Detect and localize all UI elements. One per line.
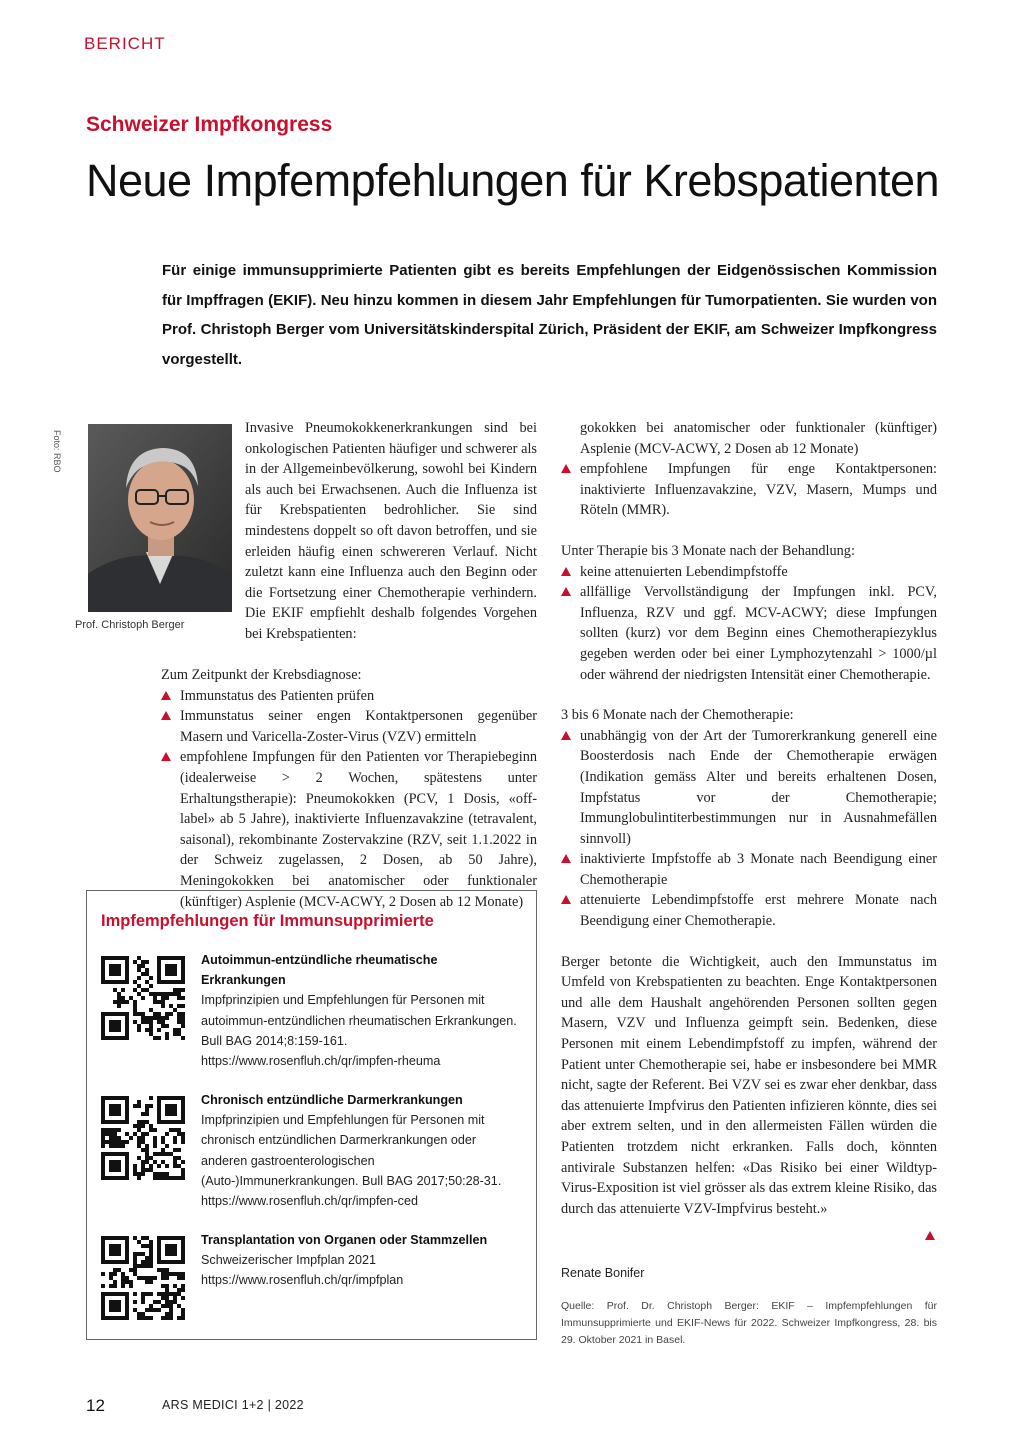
after-list bbox=[561, 726, 937, 932]
bullet-triangle-icon bbox=[161, 711, 171, 720]
diagnosis-heading: Zum Zeitpunkt der Krebsdiagnose: bbox=[161, 667, 362, 683]
entry-link[interactable]: https://www.rosenfluh.ch/qr/impfen-rheuma bbox=[201, 1054, 441, 1069]
list-item: Immunstatus des Patienten prüfen bbox=[161, 686, 537, 707]
entry-heading: Autoimmun-entzündliche rheumatische Erkrankungen bbox=[201, 953, 438, 988]
bullet-triangle-icon bbox=[161, 691, 171, 700]
right-column bbox=[561, 418, 937, 1219]
intro-paragraph: Invasive Pneumokokkenerkrankungen sind bei onkologischen Patienten häufiger und schwerer als in der Allgemeinbevölkerung, sowohl bei Kindern als auch bei Erwachsenen. Auch die Influenza ist für Krebspatienten bedrohlicher. Sie sind mindestens doppelt so oft davon betroffen, und sie erleiden häufig einen schwereren Verlauf. Nicht zuletzt kann eine Influenza auch den Beginn oder die Fortsetzung einer Chemotherapie verhindern. Die EKIF empfiehlt deshalb folgendes Vorgehen bei Krebspatienten: bbox=[245, 420, 537, 642]
qr-code-icon[interactable] bbox=[101, 1236, 185, 1320]
infobox-entry bbox=[201, 950, 519, 1071]
article-kicker: Schweizer Impfkongress bbox=[86, 113, 333, 136]
article-lead: Für einige immunsupprimierte Patienten gibt es bereits Empfehlungen der Eidgenössischen Kommission für Impffragen (EKIF). Neu hinzu kommen in diesem Jahr Empfehlungen für Tumorpatienten. Sie wurden von Prof. Christoph Berger vom Universitätskinderspital Zürich, Präsident der EKIF, am Schweizer Impfkongress vorgestellt. bbox=[162, 262, 937, 368]
closing-paragraph: Berger betonte die Wichtigkeit, auch den Immunstatus im Umfeld von Krebspatienten zu beachten. Enge Kontaktpersonen und alle dem Haushalt angehörenden Personen sollten gegen Masern, VZV und Influenza geimpft sein. Bedenken, diese Personen mit einem Lebendimpfstoff zu impfen, während der Patient unter Chemotherapie sei, habe er insbesondere bei MMR nicht, sagte der Referent. Bei VZV sei es zwar eher denkbar, dass das attenuierte Impfvirus den Patienten infizieren könnte, dies sei aber extrem selten, und in den allermeisten Fällen würden die Patienten trotzdem nicht erkranken. Falls doch, könnten antivirale Substanzen helfen: «Das Risiko bei einer Wildtyp-Virus-Exposition ist viel grösser als das extrem kleine Risiko, das durch das attenuierte VZV-Impfvirus besteht.» bbox=[561, 953, 937, 1217]
photo-caption: Prof. Christoph Berger bbox=[75, 619, 185, 631]
author-name: Renate Bonifer bbox=[561, 1266, 645, 1280]
bullet-triangle-icon bbox=[561, 895, 571, 904]
bullet-triangle-icon bbox=[161, 752, 171, 761]
bullet-triangle-icon bbox=[561, 464, 571, 473]
page-number: 12 bbox=[86, 1396, 105, 1415]
diagnosis-section bbox=[161, 665, 537, 910]
photo-credit: Foto: RBO bbox=[52, 430, 62, 473]
infobox-entry bbox=[201, 1230, 519, 1291]
source-note: Quelle: Prof. Dr. Christoph Berger: EKIF – Impfempfehlungen für Immunsupprimierte und EKIF-News für 2022. Schweizer Impfkongress, 28. bis 29. Oktober 2021 in Basel. bbox=[561, 1300, 937, 1346]
end-mark-icon bbox=[925, 1231, 935, 1240]
bullet-triangle-icon bbox=[561, 731, 571, 740]
entry-text: Schweizerischer Impfplan 2021 bbox=[201, 1253, 377, 1268]
list-item: inaktivierte Impfstoffe ab 3 Monate nach Beendigung einer Chemotherapie bbox=[561, 849, 937, 890]
diagnosis-list-continued bbox=[561, 459, 937, 521]
entry-text: Impfprinzipien und Empfehlungen für Personen mit chronisch entzündlichen Darmerkrankungen oder anderen gastroenterologischen (Auto-)Immunerkrankungen. Bull BAG 2017;50:28-31. bbox=[201, 1113, 502, 1188]
qr-code-icon[interactable] bbox=[101, 1096, 185, 1180]
list-item: keine attenuierten Lebendimpfstoffe bbox=[561, 562, 937, 583]
after-heading: 3 bis 6 Monate nach der Chemotherapie: bbox=[561, 707, 794, 724]
list-item: unabhängig von der Art der Tumorerkrankung generell eine Boosterdosis nach Ende der Chemotherapie erwägen (Indikation gemäss Alter und bereits erhaltenen Dosen, Impfstatus vor der Chemotherapie; Immunglobulintiterbestimmungen nur in Ausnahmefällen sinnvoll) bbox=[561, 726, 937, 850]
journal-name: ARS MEDICI 1+2 | 2022 bbox=[162, 1398, 304, 1412]
entry-heading: Transplantation von Organen oder Stammzellen bbox=[201, 1233, 488, 1247]
article-title: Neue Impfempfehlungen für Krebspatienten bbox=[86, 155, 940, 206]
diagnosis-item-continued: gokokken bei anatomischer oder funktionaler (künftiger) Asplenie (MCV-ACWY, 2 Dosen ab 12 Monate) bbox=[580, 420, 937, 457]
entry-heading: Chronisch entzündliche Darmerkrankungen bbox=[201, 1093, 463, 1107]
list-item: Immunstatus seiner engen Kontaktpersonen gegenüber Masern und Varicella-Zoster-Virus (VZV) ermitteln bbox=[161, 706, 537, 747]
list-item: empfohlene Impfungen für enge Kontaktpersonen: inaktivierte Influenzavakzine, VZV, Masern, Mumps und Röteln (MMR). bbox=[561, 459, 937, 521]
author-photo bbox=[88, 424, 232, 612]
infobox-title: Impfempfehlungen für Immunsupprimierte bbox=[101, 912, 434, 930]
therapy-heading: Unter Therapie bis 3 Monate nach der Behandlung: bbox=[561, 542, 855, 559]
entry-link[interactable]: https://www.rosenfluh.ch/qr/impfen-ced bbox=[201, 1194, 418, 1209]
therapy-list bbox=[561, 562, 937, 686]
entry-link[interactable]: https://www.rosenfluh.ch/qr/impfplan bbox=[201, 1273, 404, 1288]
diagnosis-list bbox=[161, 686, 537, 910]
list-item: allfällige Vervollständigung der Impfungen inkl. PCV, Influenza, RZV und ggf. MCV-ACWY; diese Impfungen sollten (kurz) vor dem Beginn eines Chemotherapiezyklus gegeben werden oder bei einer Lymphozytenzahl > 1000/µl oder während der niedrigsten Intensität einer Chemotherapie. bbox=[561, 582, 937, 685]
list-item: attenuierte Lebendimpfstoffe erst mehrere Monate nach Beendigung einer Chemotherapie. bbox=[561, 890, 937, 931]
entry-text: Impfprinzipien und Empfehlungen für Personen mit autoimmun-entzündlichen rheumatischen Erkrankungen. Bull BAG 2014;8:159-161. bbox=[201, 993, 517, 1048]
list-item: empfohlene Impfungen für den Patienten vor Therapiebeginn (idealerweise > 2 Wochen, spätestens unter Erhaltungstherapie): Pneumokokken (PCV, 1 Dosis, «off-label» ab 5 Jahre), inaktivierte Influenzavakzine (tetravalent, saisonal), rekombinante Zostervakzine (RZV, seit 1.1.2022 in der Schweiz zugelassen, 2 Dosen, ab 50 Jahre), Meningokokken bei anatomischer oder funktionaler (künftiger) Asplenie (MCV-ACWY, 2 Dosen ab 12 Monate) bbox=[161, 747, 537, 871]
qr-code-icon[interactable] bbox=[101, 956, 185, 1040]
bullet-triangle-icon bbox=[561, 854, 571, 863]
bullet-triangle-icon bbox=[561, 567, 571, 576]
infobox-entry bbox=[201, 1090, 519, 1211]
bullet-triangle-icon bbox=[561, 587, 571, 596]
section-label: BERICHT bbox=[84, 34, 166, 53]
